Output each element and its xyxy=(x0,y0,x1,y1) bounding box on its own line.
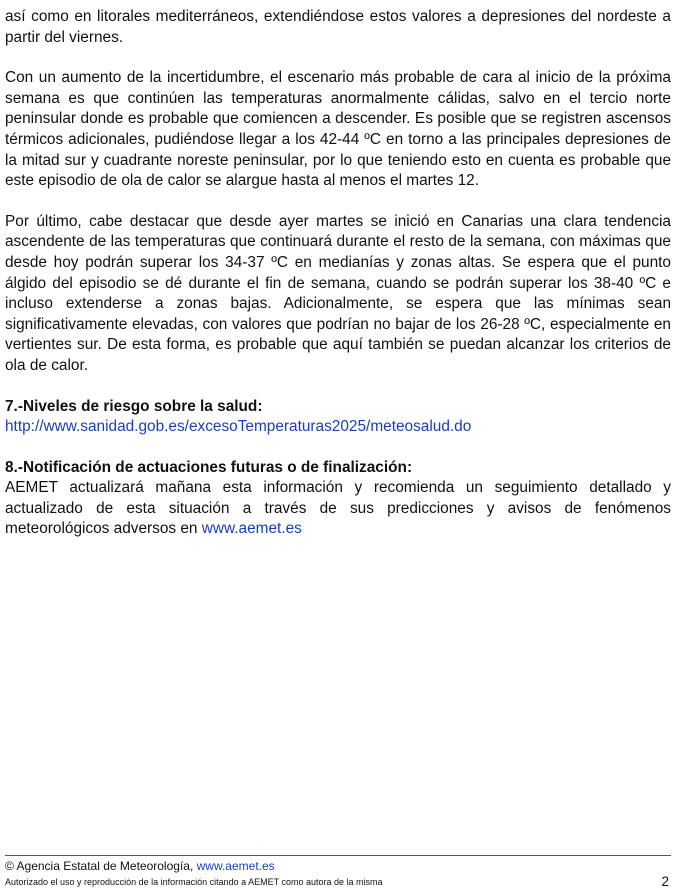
section-8-body: AEMET actualizará mañana esta información y recomienda un seguimiento detallado y actualizado de esta situación a través de sus predicciones y avisos de fenómenos meteorológicos adversos en xyxy=(5,479,671,538)
section-7-heading: 7.-Niveles de riesgo sobre la salud: xyxy=(5,397,263,415)
section-notification xyxy=(5,458,671,540)
section-health-risk xyxy=(5,397,671,438)
page-number: 2 xyxy=(661,874,669,889)
footer-aemet-link[interactable]: www.aemet.es xyxy=(196,859,275,873)
footer-row xyxy=(5,874,671,889)
aemet-link[interactable]: www.aemet.es xyxy=(201,520,302,538)
section-8-heading: 8.-Notificación de actuaciones futuras o de finalización: xyxy=(5,458,413,476)
health-link-line xyxy=(5,417,671,438)
meteosalud-link[interactable]: http://www.sanidad.gob.es/excesoTemperaturas2025/meteosalud.do xyxy=(5,418,472,436)
paragraph-forecast-next-week: Con un aumento de la incertidumbre, el escenario más probable de cara al inicio de la próxima semana es que continúen las temperaturas anormalmente cálidas, salvo en el tercio norte peninsular donde es probable que comiencen a descender. Es posible que se registren ascensos térmicos adicionales, pudiéndose llegar a los 42-44 ºC en torno a las principales depresiones de la mitad sur y cuadrante noreste peninsular, por lo que teniendo esto en cuenta es probable que este episodio de ola de calor se alargue hasta al menos el martes 12. xyxy=(5,69,671,190)
page-footer xyxy=(5,855,671,889)
section-8-text xyxy=(5,478,671,540)
paragraph-continuation: así como en litorales mediterráneos, extendiéndose estos valores a depresiones del nordeste a partir del viernes. xyxy=(5,8,671,46)
footer-usage-note: Autorizado el uso y reproducción de la información citando a AEMET como autora de la misma xyxy=(5,877,383,887)
footer-copyright xyxy=(5,859,671,874)
paragraph-canarias: Por último, cabe destacar que desde ayer martes se inició en Canarias una clara tendencia ascendente de las temperaturas que continuará durante el resto de la semana, con máximas que desde hoy podrán superar los 34-37 ºC en medianías y zonas altas. Se espera que el punto álgido del episodio se dé durante el fin de semana, cuando se podrán superar los 38-40 ºC e incluso extenderse a zonas bajas. Adicionalmente, se espera que las mínimas sean significativamente elevadas, con valores que podrían no bajar de los 26-28 ºC, especialmente en vertientes sur. De esta forma, es probable que aquí también se puedan alcanzar los criterios de ola de calor. xyxy=(5,212,671,374)
footer-copyright-text: © Agencia Estatal de Meteorología, xyxy=(5,859,194,873)
document-page xyxy=(5,7,671,560)
